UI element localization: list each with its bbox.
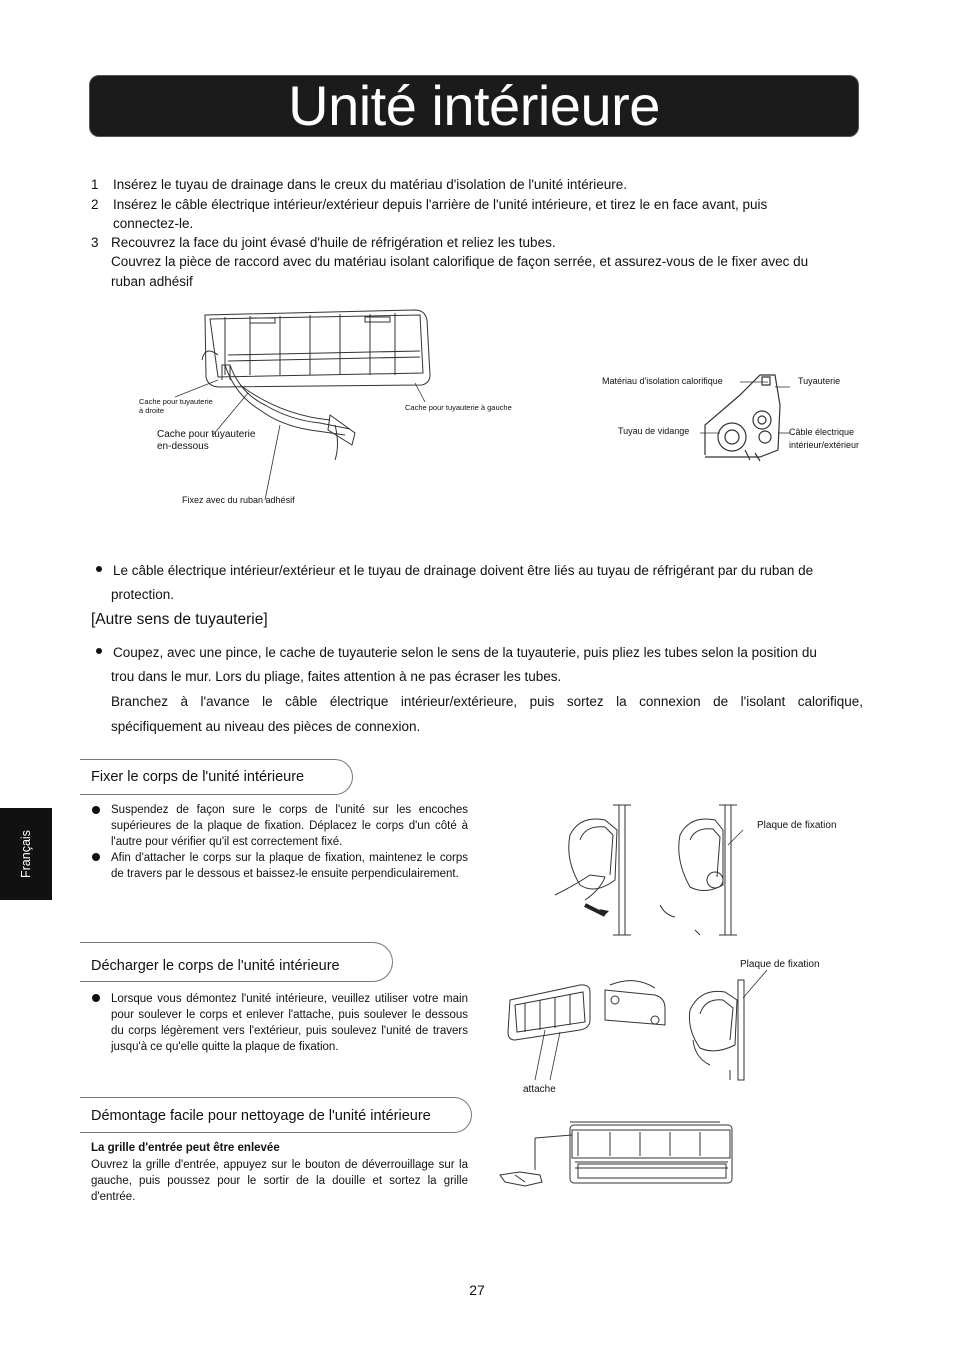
step-2-text: Insérez le câble électrique intérieur/extérieur depuis l'arrière de l'unité intérieure, et tirez le en face avant, puis: [113, 197, 768, 212]
step-2-num: 2: [91, 197, 99, 212]
step-1-num: 1: [91, 177, 99, 192]
section-demontage-title: Démontage facile pour nettoyage de l'unité intérieure: [91, 1108, 431, 1124]
bullet-dot: [96, 566, 102, 572]
language-tab-label: Français: [19, 830, 33, 878]
section-demontage-text: Ouvrez la grille d'entrée, appuyez sur le bouton de déverrouillage sur la gauche, puis poussez pour le sortir de la douille et sortez la grille d'entrée.: [91, 1159, 468, 1203]
bullet-1-line1: Le câble électrique intérieur/extérieur et le tuyau de drainage doivent être liés au tuyau de réfrigérant par du ruban de: [113, 563, 814, 578]
bullet-2-line3: Branchez à l'avance le câble électrique intérieur/extérieure, puis sortez la connexion de l'isolant calorifique,: [111, 694, 863, 709]
autre-sens-heading: [Autre sens de tuyauterie]: [91, 611, 268, 628]
label-plaque-fixation-1: Plaque de fixation: [757, 820, 837, 831]
section-demontage-subtitle: La grille d'entrée peut être enlevée: [91, 1142, 280, 1154]
step-3-text-cont: Couvrez la pièce de raccord avec du matériau isolant calorifique de façon serrée, et assurez-vous de le fixer avec du: [111, 254, 809, 269]
label-cache-dessous: Cache pour tuyauterie: [157, 429, 256, 440]
step-1-text: Insérez le tuyau de drainage dans le creux du matériau d'isolation de l'unité intérieure.: [113, 177, 627, 192]
label-materiau-isolation: Matériau d'isolation calorifique: [602, 376, 723, 386]
section-fixer-item1: Suspendez de façon sure le corps de l'unité sur les encoches supérieures de la plaque de fixation. Déplacez le corps d'un côté à l'autre pour vérifier qu'il est correctement fixé.: [111, 804, 468, 848]
step-2-text-cont: connectez-le.: [113, 216, 194, 231]
label-cable-electrique-2: intérieur/extérieur: [789, 440, 860, 450]
label-attache: attache: [523, 1084, 556, 1095]
removal-illustration: [505, 970, 755, 1085]
bullet-dot: [92, 853, 100, 861]
bullet-dot: [92, 806, 100, 814]
label-cable-electrique: Câble électrique: [789, 427, 855, 437]
step-3-num: 3: [91, 235, 99, 250]
label-fixez-ruban: Fixez avec du ruban adhésif: [182, 495, 295, 505]
step-3-text-cont2: ruban adhésif: [111, 274, 193, 289]
bullet-dot: [92, 994, 100, 1002]
section-decharger-title: Décharger le corps de l'unité intérieure: [91, 958, 340, 974]
page-title: Unité intérieure: [288, 74, 660, 137]
label-tuyauterie: Tuyauterie: [798, 376, 841, 386]
bullet-2-line1: Coupez, avec une pince, le cache de tuyauterie selon le sens de la tuyauterie, puis pliez les tubes selon la position du: [113, 645, 817, 660]
section-fixer-title: Fixer le corps de l'unité intérieure: [91, 769, 305, 785]
label-plaque-fixation-2: Plaque de fixation: [740, 959, 820, 970]
bullet-dot: [96, 648, 102, 654]
section-decharger-item1: Lorsque vous démontez l'unité intérieure, veuillez utiliser votre main pour soulever le corps et enlever l'attache, puis soulever le dessous du corps légèrement vers l'extérieur, puis soulevez l'unité de travers jusqu'à ce qu'elle quitte la plaque de fixation.: [111, 993, 468, 1053]
bullet-1-line2: protection.: [111, 587, 175, 602]
grille-illustration: [500, 1120, 740, 1195]
mounting-illustration: [555, 805, 755, 940]
page-number: 27: [469, 1282, 485, 1298]
label-cache-droite: Cache pour tuyauterie: [139, 397, 213, 406]
label-cache-dessous-2: en-dessous: [157, 441, 209, 452]
bullet-2-line2: trou dans le mur. Lors du pliage, faites attention à ne pas écraser les tubes.: [111, 669, 562, 684]
label-cache-gauche: Cache pour tuyauterie à gauche: [405, 403, 512, 412]
step-3-text: Recouvrez la face du joint évasé d'huile de réfrigération et reliez les tubes.: [111, 235, 556, 250]
label-tuyau-vidange: Tuyau de vidange: [618, 426, 690, 436]
section-fixer-item2: Afin d'attacher le corps sur la plaque de fixation, maintenez le corps de travers par le dessous et baissez-le ensuite perpendiculairement.: [111, 852, 468, 880]
label-cache-droite-2: à droite: [139, 406, 165, 415]
bullet-2-line4: spécifiquement au niveau des pièces de connexion.: [111, 719, 421, 734]
